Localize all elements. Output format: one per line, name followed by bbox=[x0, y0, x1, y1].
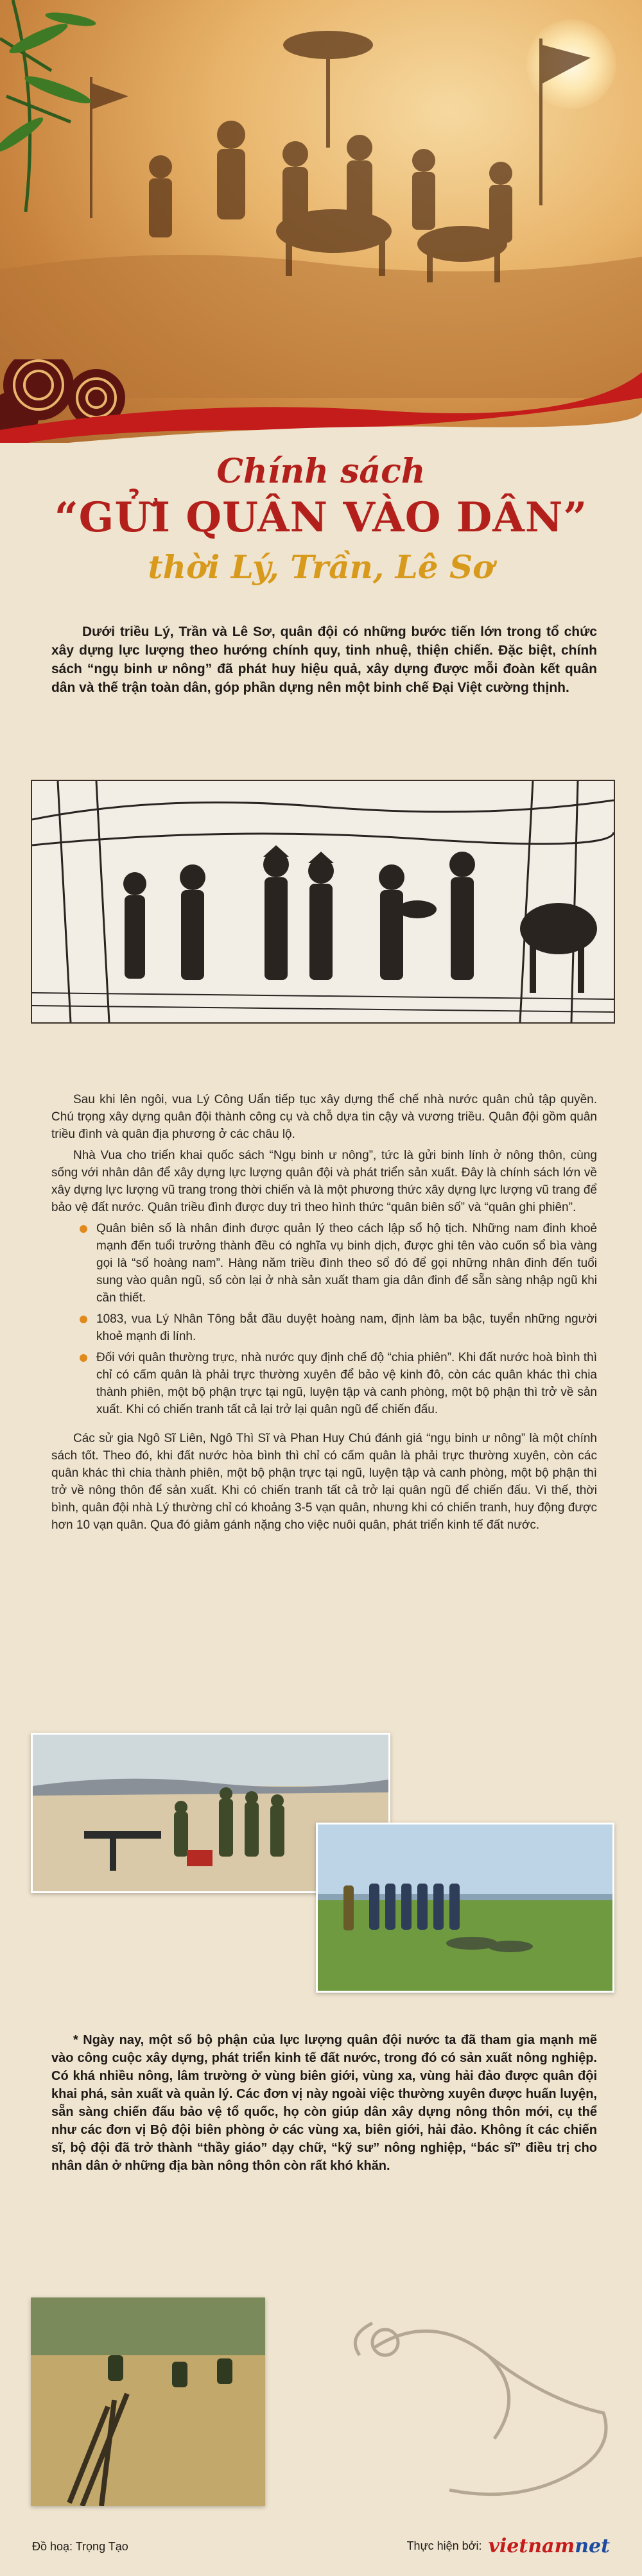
ancient-army-engraving bbox=[0, 0, 642, 398]
footer bbox=[0, 2516, 642, 2576]
designer-credit: Đồ hoạ: Trọng Tạo bbox=[32, 2540, 128, 2553]
bullet-item: Quân biên số là nhân đinh được quản lý theo cách lập sổ hộ tịch. Những nam đinh khoẻ mạnh đến tuổi trưởng thành đều có nghĩa vụ binh dịch, được ghi tên vào cuốn sổ bìa vàng gọi là “sổ hoàng nam”. Hàng năm triều đình theo sổ đó để gọi những nhân đinh đến tuổi sung vào quân ngũ, số còn lại ở nhà sản xuất tham gia dân đinh để sẵn sàng nhập ngũ khi cần thiết. bbox=[96, 1220, 597, 1307]
vietnamnet-logo[interactable] bbox=[488, 2535, 610, 2557]
hero-illustration bbox=[0, 0, 642, 443]
dragon-sketch-decoration bbox=[334, 2297, 629, 2509]
photo-soldiers-field-training bbox=[316, 1823, 614, 1993]
title-line-3: thời Lý, Trần, Lê Sơ bbox=[148, 548, 494, 586]
closing-paragraph: * Ngày nay, một số bộ phận của lực lượng quân đội nước ta đã tham gia mạnh mẽ vào công cuộc xây dựng, phát triển kinh tế đất nước, trong đó có sản xuất nông nghiệp. Có khá nhiều nông, lâm trường ở vùng biên giới, vùng xa, vùng hải đảo được quân đội khai phá, sản xuất và quản lý. Các đơn vị này ngoài việc thường xuyên được huấn luyện, sẵn sàng chiến đấu bảo vệ tổ quốc, họ còn giúp dân xây dựng nông thôn mới, cụ thể như các đơn vị Bộ đội biên phòng ở các vùng xa, biên giới, hải đảo. Không ít các chiến sĩ, bộ đội đã trở thành “thầy giáo” dạy chữ, “kỹ sư” nông nghiệp, “bác sĩ” điều trị cho nhân dân ở những địa bàn nông thôn còn rất khó khăn. bbox=[51, 2033, 597, 2173]
bullet-list bbox=[51, 1220, 597, 1418]
lead-paragraph: Dưới triều Lý, Trần và Lê Sơ, quân đội có những bước tiến lớn trong tổ chức xây dựng lực lượng theo hướng chính quy, tinh nhuệ, thiện chiến. Đặc biệt, chính sách “ngụ binh ư nông” đã phát huy hiệu quả, xây dựng được mỗi đoàn kết quân dân và thế trận toàn dân, góp phần dựng nên một binh chế Đại Việt cường thịnh. bbox=[51, 624, 597, 695]
logo-suffix-text: net bbox=[575, 2535, 610, 2557]
decorative-wave-band bbox=[0, 359, 642, 443]
title-line-2: “GỬI QUÂN VÀO DÂN” bbox=[54, 494, 588, 542]
bullet-item: Đối với quân thường trực, nhà nước quy định chế độ “chia phiên”. Khi đất nước hoà bình thì chỉ có cấm quân là phải trực thường xuyên để bảo vệ kinh đô, còn các quân khác thì chia thành phiên, một bộ phận trực tại ngũ, luyện tập và canh phòng, một bộ phận thì trở về sản xuất. Khi có chiến tranh tất cả lại trở lại quân ngũ để chiến đấu. bbox=[96, 1349, 597, 1418]
photo-soldiers-rice-field bbox=[31, 2297, 265, 2506]
woodcut-illustration-soldiers-villagers bbox=[31, 780, 615, 1024]
title-line-1: Chính sách bbox=[216, 452, 426, 491]
producer-label: Thực hiện bởi: bbox=[406, 2539, 482, 2552]
logo-main-text: vietnam bbox=[488, 2535, 575, 2557]
body-section bbox=[51, 1091, 597, 1538]
bullet-item: 1083, vua Lý Nhân Tông bắt đầu duyệt hoàng nam, định làm ba bậc, tuyển những người khoẻ mạnh đi lính. bbox=[96, 1310, 597, 1345]
body-paragraph-2: Nhà Vua cho triển khai quốc sách “Ngụ binh ư nông”, tức là gửi binh lính ở nông thôn, cùng sống với nhân dân để xây dựng lực lượng quân đội và phát triển sản xuất. Đây là chính sách lớn về xây dựng lực lượng vũ trang trong thời chiến và là một phương thức xây dựng lực lượng vũ trang để bảo vệ đất nước. Quân triều đình được duy trì theo hình thức “quân biên số” và “quân ghi phiên”. bbox=[51, 1149, 597, 1214]
body-paragraph-1: Sau khi lên ngôi, vua Lý Công Uẩn tiếp tục xây dựng thể chế nhà nước quân chủ tập quyền. Chú trọng xây dựng quân đội thành công cụ và chỗ dựa tin cậy và vương triều. Quân đội gồm quân triều đình và quân địa phương ở các châu lộ. bbox=[51, 1093, 597, 1141]
body-paragraph-3: Các sử gia Ngô Sĩ Liên, Ngô Thì Sĩ và Phan Huy Chú đánh giá “ngụ binh ư nông” là một chính sách tốt. Theo đó, khi đất nước hòa bình thì chỉ có cấm quân là phải trực thường xuyên, còn các quân khác thì chia thành phiên, một bộ phận trực tại ngũ, luyện tập và canh phòng, một bộ phận thì trở về nông thôn để sản xuất. Khi có chiến tranh tất cả trở lại quân ngũ để chiến đấu. Vì thế, thời bình, quân đội nhà Lý thường chỉ có khoảng 3-5 vạn quân, nhưng khi có chiến tranh, huy động được hơn 10 vạn quân. Qua đó giảm gánh nặng cho việc nuôi quân, phát triển kinh tế đất nước. bbox=[51, 1432, 597, 1532]
title-block bbox=[0, 443, 642, 586]
producer-credit bbox=[407, 2535, 610, 2557]
